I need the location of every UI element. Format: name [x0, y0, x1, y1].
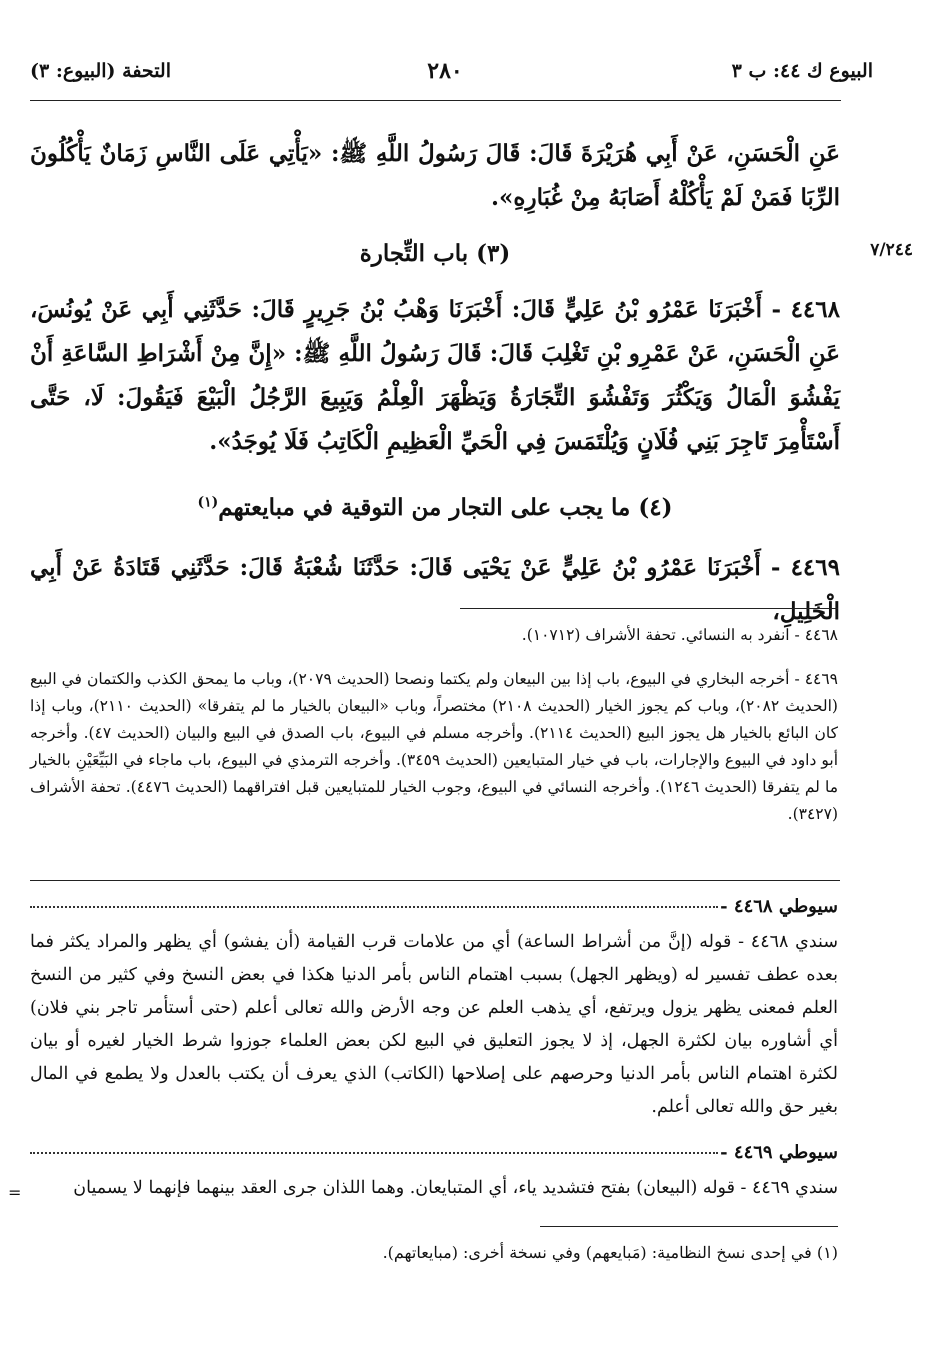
- takhrij-rule: [460, 608, 838, 609]
- hadith-previous-end: عَنِ الْحَسَنِ، عَنْ أَبِي هُرَيْرَةَ قَالَ: قَالَ رَسُولُ اللَّهِ ﷺ: «يَأْتِي عَلَى النَّاسِ زَمَانٌ يَأْكُلُونَ الرِّبَا فَمَنْ لَمْ يَأْكُلْهُ أَصَابَهُ مِنْ غُبَارِهِ».: [30, 140, 840, 211]
- suyuti-4469-label: سيوطي ٤٤٦٩ -: [720, 1142, 838, 1163]
- header-rule: [30, 100, 841, 101]
- page-number: ٢٨٠: [427, 58, 463, 84]
- takhrij-4468: ٤٤٦٨ - انفرد به النسائي. تحفة الأشراف (١٠٧١٢).: [521, 626, 838, 644]
- commentary-rule: [30, 880, 840, 881]
- footnote-marker: (١): [197, 494, 219, 511]
- sindi-4468: سندي ٤٤٦٨ - قوله (إنَّ من أشراط الساعة) أي من علامات قرب القيامة (أن يفشو) أي يظهر والمراد يكثر فما بعده عطف تفسير له (ويظهر الجهل) بسبب اهتمام الناس بأمر الدنيا هكذا في بعض النسخ وفي كثير من النسخ العلم فمعنى يظهر يزول ويرتفع، أي يذهب العلم عن وجه الأرض والله تعالى أعلم (حتى أستأمر تاجر بني فلان) أي أشاوره بيان لكثرة الجهل، إذ لا يجوز التعليق في البيع لكن بعض العلماء جوزوا شرط الخيار لغيره أو بيان لكثرة اهتمام الناس بأمر الدنيا وحرصهم على إصلاحها (الكاتب) الذي يعرف أن يكتب بالعدل ولا يطمع في المال بغير حق والله تعالى أعلم.: [30, 932, 838, 1117]
- hadith-4468: ٤٤٦٨ - أَخْبَرَنَا عَمْرُو بْنُ عَلِيٍّ قَالَ: أَخْبَرَنَا وَهْبُ بْنُ جَرِيرٍ قَالَ: حَدَّثَنِي أَبِي عَنْ يُونُسَ، عَنِ الْحَسَنِ، عَنْ عَمْرِو بْنِ تَغْلِبَ قَالَ: قَالَ رَسُولُ اللَّهِ ﷺ: «إِنَّ مِنْ أَشْرَاطِ السَّاعَةِ أَنْ يَفْشُوَ الْمَالُ وَيَكْثُرَ وَتَفْشُوَ التِّجَارَةُ وَيَظْهَرَ الْعِلْمُ وَيَبِيعَ الرَّجُلُ الْبَيْعَ فَيَقُولَ: لَا، حَتَّى أَسْتَأْمِرَ تَاجِرَ بَنِي فُلَانٍ وَيُلْتَمَسَ فِي الْحَيِّ الْعَظِيمِ الْكَاتِبُ فَلَا يُوجَدُ».: [30, 296, 840, 455]
- chapter-heading-3: (٣) باب التِّجارة: [359, 240, 511, 267]
- dotted-leader: [30, 1152, 718, 1154]
- chapter-heading-4-text: (٤) ما يجب على التجار من التوقية في مبايعتهم: [218, 494, 673, 521]
- footnote-rule: [540, 1226, 838, 1227]
- chapter-heading-4: [30, 494, 840, 521]
- header-left: التحفة (البيوع: ٣): [30, 60, 172, 82]
- sindi-4469: سندي ٤٤٦٩ - قوله (البيعان) بفتح فتشديد ياء، أي المتبايعان. وهما اللذان جرى العقد بينهما فإنهما لا يسميان: [73, 1178, 838, 1198]
- dotted-leader: [30, 906, 718, 908]
- continuation-mark: =: [8, 1183, 22, 1202]
- footnote-1: (١) في إحدى نسخ النظامية: (مَبايعهم) وفي نسخة أخرى: (مبايعاتهم).: [382, 1243, 838, 1262]
- margin-reference: ٧/٢٤٤: [870, 240, 913, 260]
- header-right: البيوع ك ٤٤: ب ٣: [731, 60, 873, 82]
- takhrij-4469: ٤٤٦٩ - أخرجه البخاري في البيوع، باب إذا بين البيعان ولم يكتما ونصحا (الحديث ٢٠٧٩)، وباب ما يمحق الكذب والكتمان في البيع (الحديث ٢٠٨٢)، وباب كم يجوز الخيار (الحديث ٢١٠٨) مختصراً، وباب «البيعان بالخيار ما لم يتفرقا» (الحديث ٢١١٠)، وباب إذا كان البائع بالخيار هل يجوز البيع (الحديث ٢١١٤). وأخرجه مسلم في البيوع، باب الصدق في البيع والبيان (الحديث ٤٧). وأخرجه أبو داود في البيوع والإجارات، باب في خيار المتبايعين (الحديث ٣٤٥٩). وأخرجه الترمذي في البيوع، باب ماجاء في البَيِّعَيْنِ بالخيار ما لم يتفرقا (الحديث ١٢٤٦). وأخرجه النسائي في البيوع، وجوب الخيار للمتبايعين قبل افتراقهما (الحديث ٤٤٧٦). تحفة الأشراف (٣٤٢٧).: [30, 670, 839, 823]
- suyuti-4468-label: سيوطي ٤٤٦٨ -: [720, 896, 838, 917]
- hadith-4469: ٤٤٦٩ - أَخْبَرَنَا عَمْرُو بْنُ عَلِيٍّ عَنْ يَحْيَى قَالَ: حَدَّثَنَا شُعْبَةُ قَالَ: حَدَّثَنِي قَتَادَةُ عَنْ أَبِي الْخَلِيلِ،: [30, 554, 840, 625]
- suyuti-4468-row: [30, 896, 838, 926]
- suyuti-4469-row: [30, 1142, 838, 1172]
